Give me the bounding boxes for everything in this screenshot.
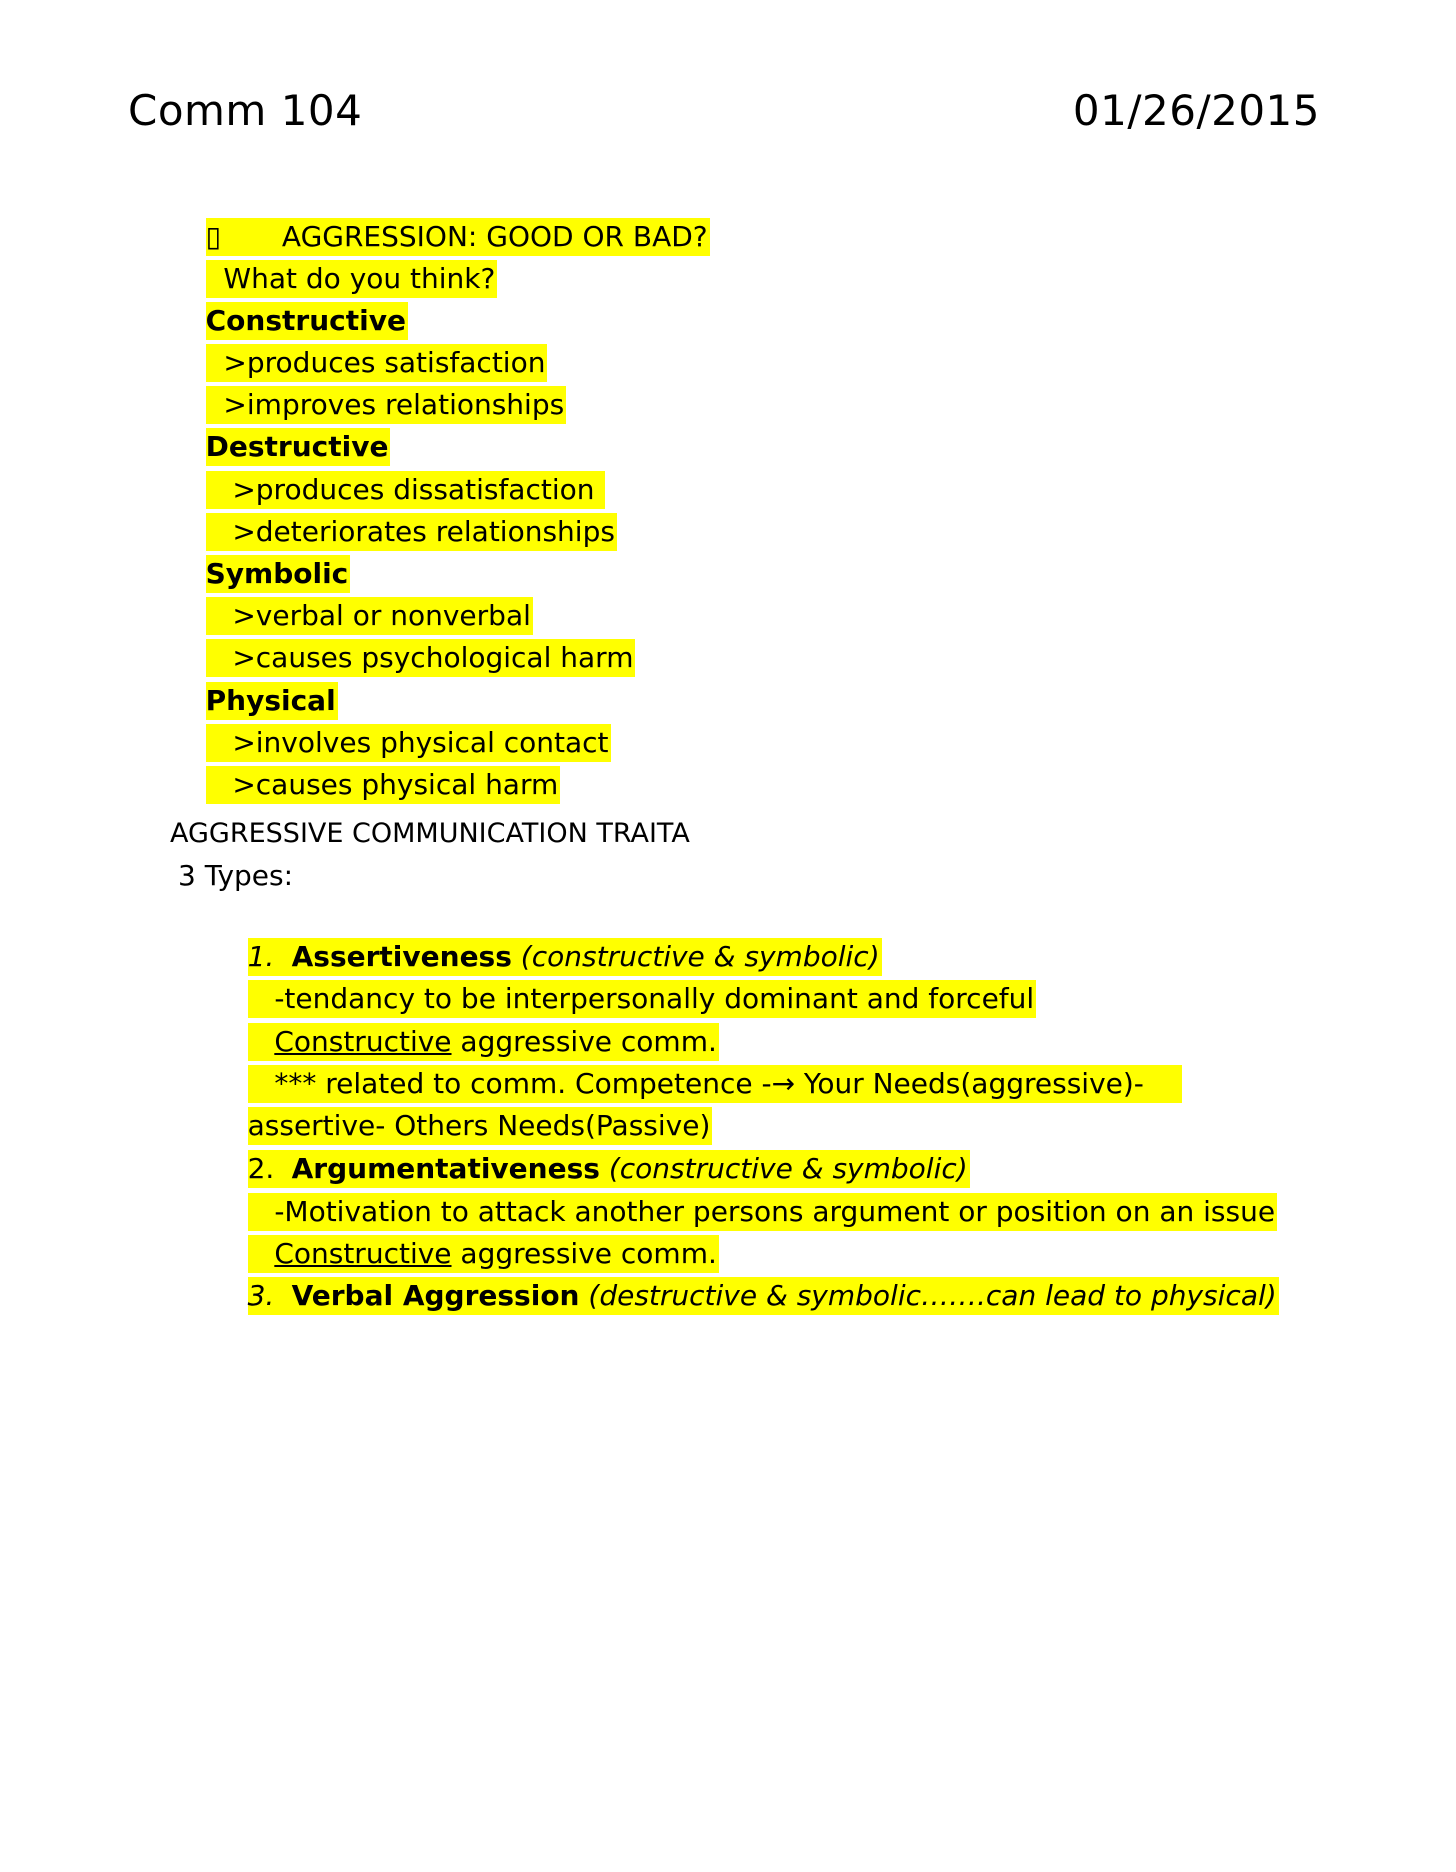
type-2-heading: 2. Argumentativeness (constructive & symbolic) <box>212 1112 970 1150</box>
type-1-note: *** related to comm. Competence -→ Your Needs(aggressive)- <box>212 1027 1182 1065</box>
bullet-icon: ▯ <box>205 220 222 253</box>
question-text: What do you think? <box>223 262 496 295</box>
course-title: Comm 104 <box>128 86 363 135</box>
type-2-constructive: Constructive aggressive comm. <box>212 1197 719 1235</box>
types-label: 3 Types: <box>178 859 294 892</box>
section-title: AGGRESSION: GOOD OR BAD? <box>281 220 708 253</box>
type-1-note-continued: assertive- Others Needs(Passive) <box>212 1069 712 1107</box>
list-item: >involves physical contact <box>170 686 611 724</box>
note-date: 01/26/2015 <box>1072 86 1320 135</box>
list-item: >produces dissatisfaction <box>170 433 605 471</box>
group-heading-physical: Physical <box>170 644 338 682</box>
list-item: >produces satisfaction <box>170 306 547 344</box>
question-line <box>170 222 497 295</box>
type-2-description: -Motivation to attack another persons argument or position on an issue <box>212 1155 1277 1193</box>
group-heading-constructive: Constructive <box>170 264 408 302</box>
list-item: >causes physical harm <box>170 728 560 766</box>
list-item: >causes psychological harm <box>170 601 635 639</box>
list-item: >improves relationships <box>170 348 566 386</box>
type-1-description: -tendancy to be interpersonally dominant and forceful <box>212 942 1036 980</box>
section-title-line <box>170 180 710 253</box>
group-heading-symbolic: Symbolic <box>170 517 350 555</box>
section2-title: AGGRESSIVE COMMUNICATION TRAITA <box>170 818 690 849</box>
list-item: >deteriorates relationships <box>170 475 617 513</box>
type-1-heading: 1. Assertiveness (constructive & symbolic) <box>212 900 882 938</box>
list-item: >verbal or nonverbal <box>170 559 533 597</box>
type-3-heading: 3. Verbal Aggression (destructive & symbolic…….can lead to physical) <box>212 1239 1279 1277</box>
group-heading-destructive: Destructive <box>170 390 390 428</box>
type-1-constructive: Constructive aggressive comm. <box>212 985 719 1023</box>
